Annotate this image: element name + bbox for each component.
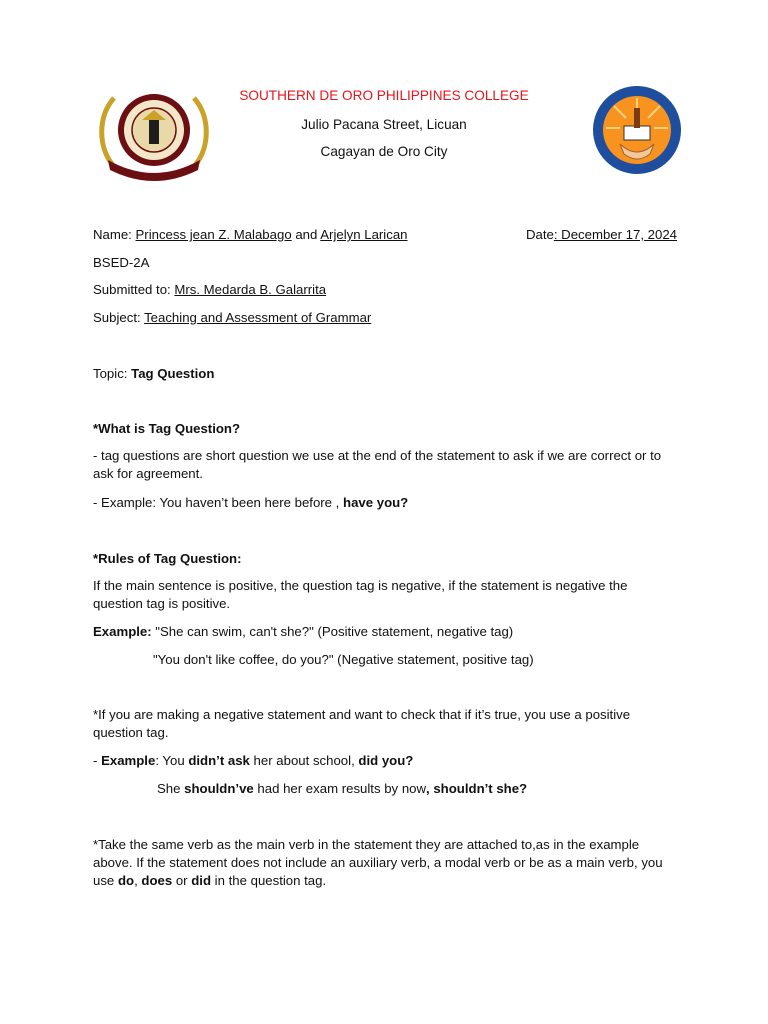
student-name-2: Arjelyn Larican — [320, 227, 408, 242]
teacher-education-seal-logo — [584, 84, 690, 176]
subject-line — [93, 310, 371, 325]
negative-example-1 — [93, 753, 413, 768]
rules-example-1-text: "She can swim, can't she?" (Positive statement, negative tag) — [151, 624, 514, 639]
section-line: BSED-2A — [93, 255, 150, 270]
student-name-1: Princess jean Z. Malabago — [135, 227, 292, 242]
college-name — [234, 88, 534, 103]
topic-value: Tag Question — [131, 366, 215, 381]
negative-example-bold-1: didn’t ask — [188, 753, 250, 768]
name-label: Name: — [93, 227, 136, 242]
subject-value: Teaching and Assessment of Grammar — [144, 310, 372, 325]
negative-example-2 — [157, 781, 527, 796]
negative-example-2-part-2: had her exam results by now — [253, 781, 427, 796]
submitted-value: Mrs. Medarda B. Galarrita — [174, 282, 327, 297]
rules-heading-text: *Rules of Tag Question: — [93, 551, 242, 566]
rules-example-2: "You don't like coffee, do you?" (Negative statement, positive tag) — [153, 652, 534, 667]
negative-example-part-1: : You — [155, 753, 189, 768]
what-example — [93, 495, 408, 510]
date-line — [526, 227, 677, 242]
date-label: Date — [526, 227, 554, 242]
college-name-text: SOUTHERN DE ORO PHILIPPINES COLLEGE — [239, 88, 529, 103]
what-heading-text: *What is Tag Question? — [93, 421, 241, 436]
topic-line — [93, 366, 214, 381]
negative-example-bold-2: did you? — [358, 753, 414, 768]
rules-text: If the main sentence is positive, the question tag is negative, if the statement is negative the question tag is positive. — [93, 578, 628, 611]
negative-text: *If you are making a negative statement and want to check that if it’s true, you use a positive question tag. — [93, 707, 631, 740]
verb-rule-text — [93, 836, 673, 890]
topic-label: Topic: — [93, 366, 132, 381]
what-heading — [93, 421, 240, 436]
verb-did: did — [191, 873, 212, 888]
subject-label: Subject: — [93, 310, 145, 325]
verb-rule-end: in the question tag. — [211, 873, 327, 888]
rules-heading — [93, 551, 242, 566]
what-example-tag: have you? — [343, 495, 409, 510]
verb-or: or — [172, 873, 192, 888]
date-value: : December 17, 2024 — [553, 227, 678, 242]
name-line — [93, 227, 408, 242]
what-definition: - tag questions are short question we use at the end of the statement to ask if we are correct or to ask for agreement. — [93, 448, 662, 481]
college-city: Cagayan de Oro City — [320, 144, 448, 159]
negative-example-part-2: her about school, — [249, 753, 359, 768]
college-seal-logo — [94, 86, 214, 182]
negative-example-2-part-1: She — [157, 781, 185, 796]
what-example-text: - Example: You haven’t been here before , — [93, 495, 344, 510]
negative-example-2-bold-1: shouldn’ve — [184, 781, 254, 796]
rules-example-label: Example: — [93, 624, 152, 639]
rules-example-1 — [93, 624, 513, 639]
negative-example-2-bold-2: , shouldn’t she? — [426, 781, 528, 796]
negative-example-label: Example — [101, 753, 156, 768]
negative-example-dash: - — [93, 753, 102, 768]
verb-does: does — [141, 873, 173, 888]
college-street: Julio Pacana Street, Licuan — [301, 117, 467, 132]
verb-rule-main: *Take the same verb as the main verb in the statement they are attached to,as in the example above. If the statement does not include an auxiliary verb, a modal verb or be as a main verb, you use — [93, 837, 663, 888]
verb-do: do — [117, 873, 135, 888]
verb-comma: , — [134, 873, 142, 888]
submitted-label: Submitted to: — [93, 282, 175, 297]
name-conjunction: and — [291, 227, 321, 242]
submitted-to-line — [93, 282, 326, 297]
